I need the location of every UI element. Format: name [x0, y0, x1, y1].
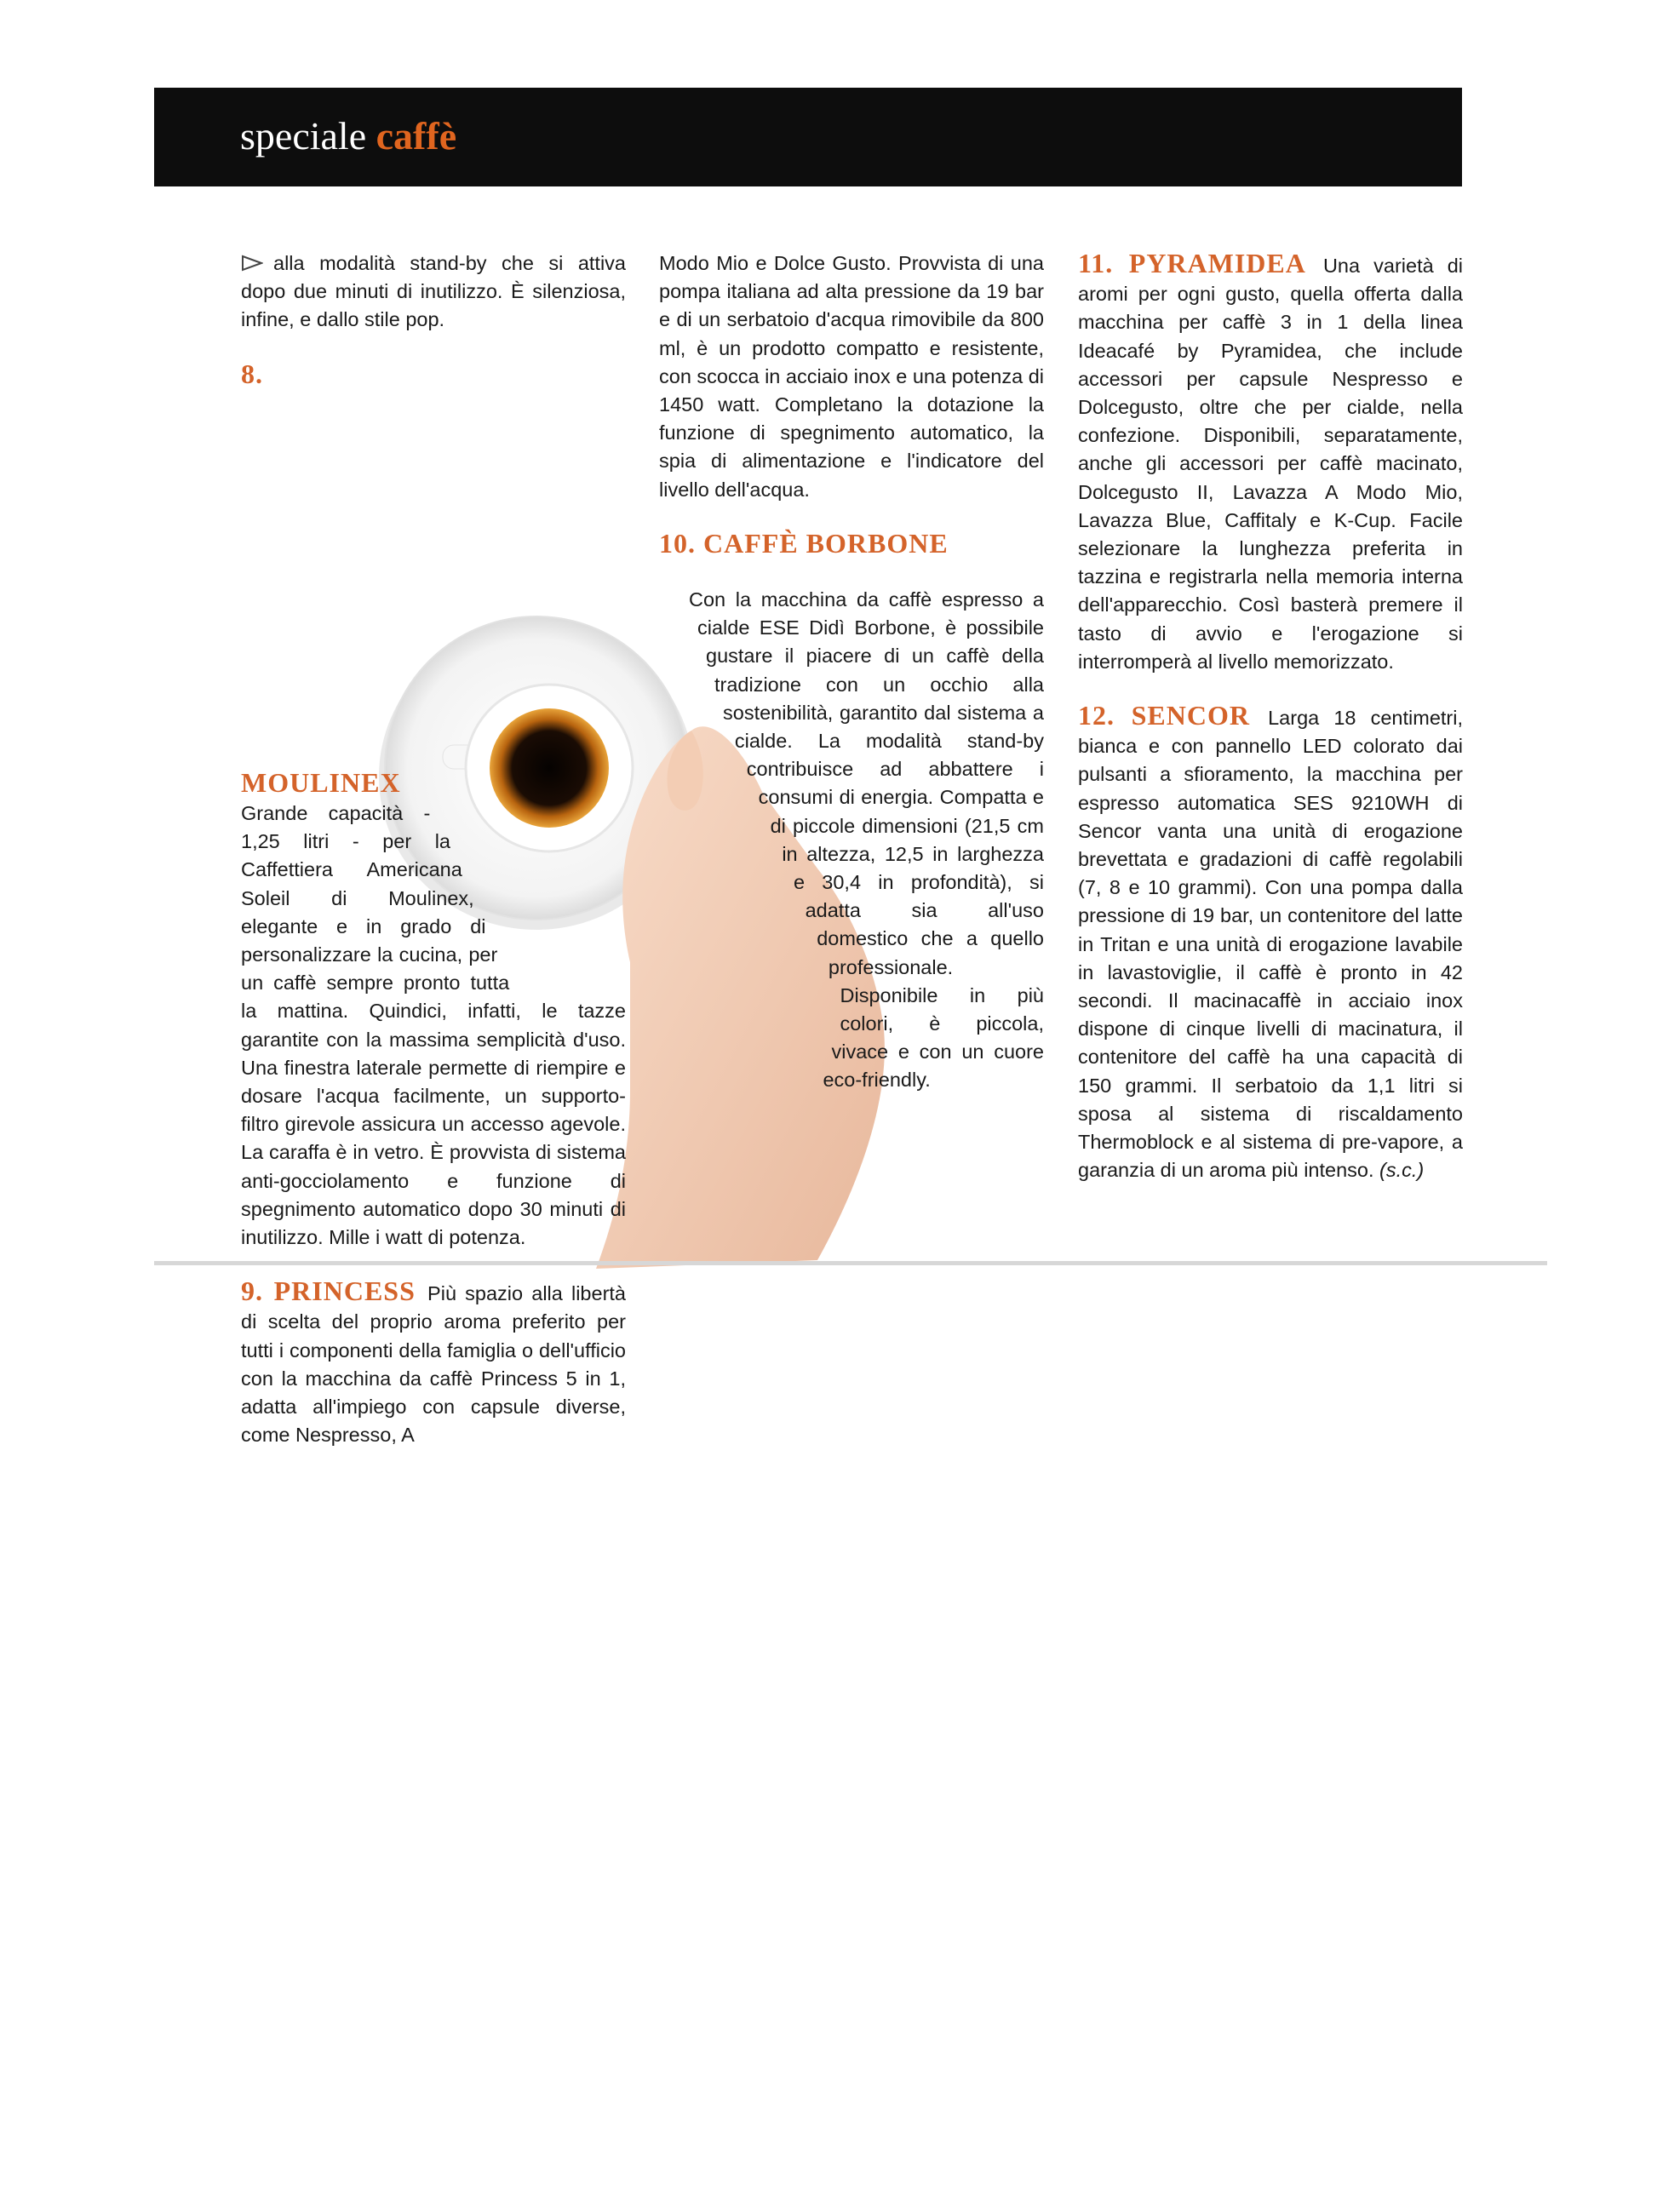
section-11 — [1078, 249, 1463, 676]
section-12 — [1078, 702, 1463, 1184]
photo-wrap-space — [370, 556, 626, 973]
section-title-accent: caffè — [376, 114, 457, 158]
section-title: speciale caffè — [240, 114, 457, 158]
section-9-text: Più spazio alla libertà di scelta del proprio aroma preferito per tutti i componenti della famiglia o dell'ufficio con la macchina da caffè Princess 5 in 1, adatta all'impiego con capsule diverse, come Nespresso, A — [241, 1282, 626, 1447]
section-8-text: Grande capacità - 1,25 litri - per la Caffettiera Americana Soleil di Moulinex, elegante e in grado di personalizzare la cucina, per un caffè sempre pronto tutta la mattina. Quindici, infatti, le tazze garantite con la massima semplicità d'uso. Una finestra laterale permette di riempire e dosare l'acqua facilmente, un supporto-filtro girevole assicura un accesso agevole. La caraffa è in vetro. È provvista di sistema anti-gocciolamento e funzione di spegnimento automatico dopo 30 minuti di inutilizzo. Mille i watt di potenza. — [241, 802, 626, 1249]
section-10-text: Con la macchina da caffè espresso a cialde ESE Didì Borbone, è possibile gustare il piacere di un caffè della tradizione con un occhio alla sostenibilità, garantito dal sistema a cialde. La modalità stand-by contribuisce ad abbattere i consumi di energia. Compatta e di piccole dimensioni (21,5 cm in altezza, 12,5 in larghezza e 30,4 in profondità), si adatta sia all'uso domestico che a quello professionale. Disponibile in più colori, è piccola, vivace e con un cuore eco-friendly. — [689, 588, 1044, 1092]
section-9-heading: 9. PRINCESS — [241, 1275, 416, 1307]
section-11-heading: 11. PYRAMIDEA — [1078, 248, 1306, 278]
section-header — [154, 88, 1462, 186]
section-12-text: Larga 18 centimetri, bianca e con pannello LED colorato dai pulsanti a sfioramento, la macchina per espresso automatica SES 9210WH di Sencor vanta una unità di erogazione brevettata e gradazioni di caffè regolabili (7, 8 e 10 grammi). Con una pompa dalla pressione di 19 bar, un contenitore del latte in Tritan e una unità di erogazione lavabile in lavastoviglie, il caffè è pronto in 42 secondi. Il macinacaffè in acciaio inox dispone di cinque livelli di macinatura, il contenitore del caffè ha una capacità di 150 grammi. Il serbatoio da 1,1 litri si sposa al sistema di riscaldamento Thermoblock e al sistema di pre-vapore, a garanzia di un aroma più intenso. — [1078, 707, 1464, 1182]
section-10-heading: 10. CAFFÈ BORBONE — [659, 527, 949, 559]
column-1 — [241, 249, 626, 1475]
author-signature: (s.c.) — [1379, 1159, 1425, 1182]
column-2 — [659, 249, 1044, 1293]
section-8-heading: 8. MOULINEX — [241, 358, 401, 798]
bottom-rule — [154, 1261, 1547, 1265]
intro-paragraph: alla modalità stand-by che si attiva dopo due minuti di inutilizzo. È silenziosa, infine, e dallo stile pop. — [241, 252, 626, 331]
column-3 — [1078, 249, 1463, 1211]
section-10 — [659, 527, 1044, 560]
section-9 — [241, 1277, 626, 1449]
section-9-continued: Modo Mio e Dolce Gusto. Provvista di una pompa italiana ad alta pressione da 19 bar e di un serbatoio d'acqua rimovibile da 800 ml, è un prodotto compatto e resistente, con scocca in acciaio inox e una potenza di 1450 watt. Completano la dotazione la funzione di spegnimento automatico, la spia di alimentazione e l'indicatore del livello dell'acqua. — [659, 252, 1045, 501]
continue-arrow-icon — [241, 255, 263, 272]
section-11-text: Una varietà di aromi per ogni gusto, quella offerta dalla macchina per caffè 3 in 1 della linea Ideacafé by Pyramidea, che include accessori per capsule Nespresso e Dolcegusto, oltre che per cialde, nella confezione. Disponibili, separatamente, anche gli accessori per caffè macinato, Dolcegusto II, Lavazza A Modo Mio, Lavazza Blue, Caffitaly e K-Cup. Facile selezionare la lunghezza preferita in tazzina e registrarla nella memoria interna dell'apparecchio. Così basterà premere il tasto di avvio e l'erogazione si interromperà al livello memorizzato. — [1078, 255, 1464, 673]
section-12-heading: 12. SENCOR — [1078, 700, 1250, 731]
